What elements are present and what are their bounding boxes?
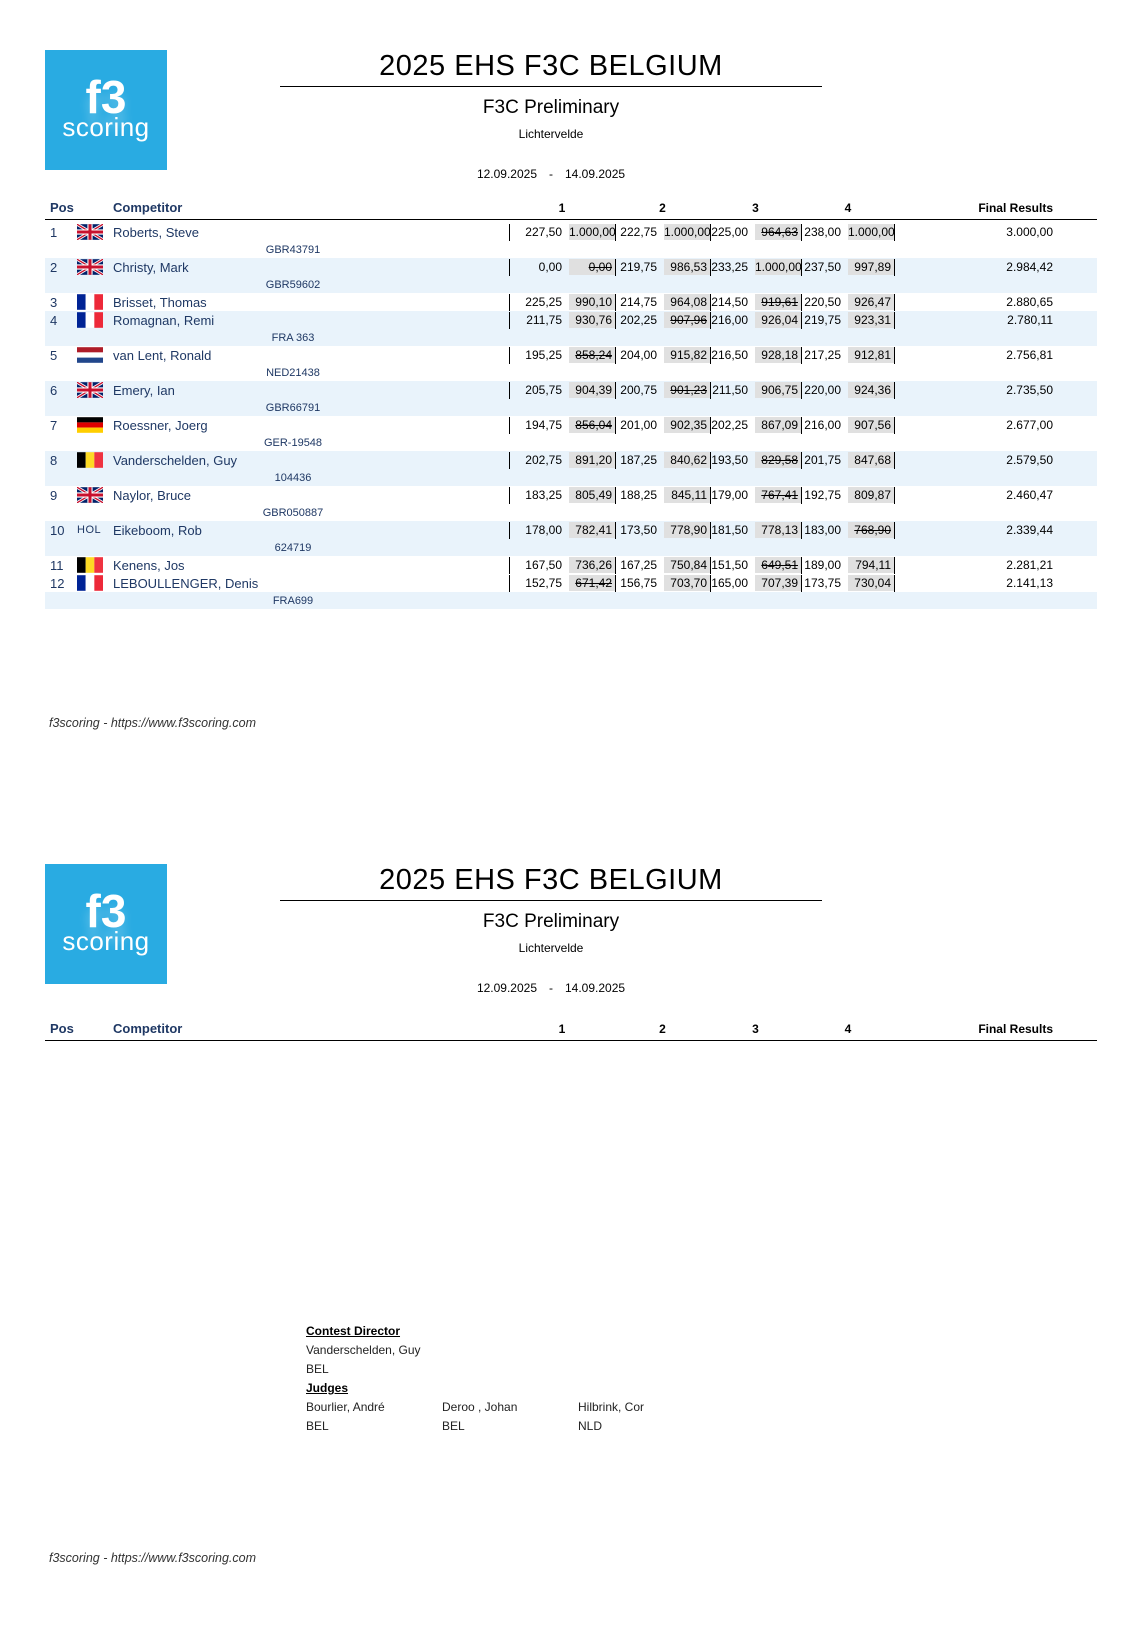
raw-score: 167,25: [620, 558, 657, 572]
flag-bel-icon: [77, 452, 103, 468]
normalized-score: 840,62: [664, 452, 710, 468]
normalized-score-dropped: 964,63: [755, 224, 801, 240]
flag-ned-icon: [77, 347, 103, 363]
normalized-score-dropped: 671,42: [569, 575, 615, 591]
result-row: [45, 521, 1097, 539]
normalized-score-dropped: 858,24: [569, 347, 615, 363]
competitor-id: NED21438: [266, 366, 320, 379]
raw-score: 181,50: [711, 523, 748, 537]
footer-link: f3scoring - https://www.f3scoring.com: [49, 716, 257, 730]
round-4-scores: [801, 294, 895, 311]
round-subtitle: F3C Preliminary: [482, 97, 620, 118]
competitor-id-row: [45, 329, 1097, 346]
round-3-scores: [710, 312, 801, 329]
normalized-score: 703,70: [664, 575, 710, 591]
logo-scoring-text: scoring: [62, 926, 150, 957]
result-row: [45, 223, 1097, 241]
raw-score: 156,75: [620, 576, 657, 590]
table-column-header: [45, 200, 1097, 215]
round-2-scores: [615, 417, 710, 434]
normalized-score: 926,04: [755, 312, 801, 328]
raw-score: 237,50: [804, 260, 841, 274]
round-2-scores: [615, 294, 710, 311]
competitor-name: Romagnan, Remi: [113, 312, 215, 328]
competitor-id-row: [45, 434, 1097, 451]
competitor-id-row: [45, 364, 1097, 381]
final-result: 2.756,81: [1006, 348, 1053, 362]
f3scoring-logo: [45, 864, 167, 984]
round-1-scores: [509, 224, 615, 241]
position: 1: [50, 224, 58, 240]
normalized-score: 750,84: [664, 557, 710, 573]
raw-score: 173,75: [804, 576, 841, 590]
raw-score: 211,50: [712, 383, 748, 397]
final-result: 2.339,44: [1006, 523, 1053, 537]
round-4-scores: [801, 312, 895, 329]
normalized-score: 1.000,00: [664, 225, 711, 239]
competitor-name: Kenens, Jos: [113, 557, 185, 573]
final-result: 2.460,47: [1006, 488, 1053, 502]
position: 8: [50, 452, 58, 468]
event-dates: [280, 167, 822, 181]
column-competitor: Competitor: [113, 200, 183, 215]
raw-score: 200,75: [620, 383, 657, 397]
judges-countries-row: [306, 1417, 714, 1436]
normalized-score: 924,36: [848, 382, 894, 398]
competitor-name: Christy, Mark: [113, 259, 189, 275]
raw-score: 173,50: [620, 523, 657, 537]
position: 9: [50, 487, 58, 503]
normalized-score-dropped: 907,96: [664, 312, 710, 328]
position: 5: [50, 347, 58, 363]
final-result: 3.000,00: [1006, 225, 1053, 239]
raw-score: 205,75: [525, 383, 562, 397]
normalized-score: 906,75: [755, 382, 801, 398]
competitor-id: GBR59602: [265, 278, 321, 291]
event-location: Lichtervelde: [518, 127, 584, 141]
flag-gbr-icon: [77, 487, 103, 503]
raw-score: 217,25: [804, 348, 841, 362]
flag-hol-label: HOL: [77, 524, 102, 536]
round-4-scores: [801, 259, 895, 276]
competitor-id: FRA 363: [271, 331, 315, 344]
final-result: 2.281,21: [1006, 558, 1053, 572]
competitor-id: 624719: [274, 541, 312, 554]
page-header: [280, 864, 822, 995]
flag-fra-icon: [77, 575, 103, 591]
date-to: 14.09.2025: [565, 167, 626, 181]
column-round-3: 3: [752, 1021, 759, 1036]
judge-country: NLD: [578, 1419, 603, 1433]
raw-score: 167,50: [525, 558, 562, 572]
column-round-1: 1: [558, 1021, 566, 1036]
round-3-scores: [710, 575, 801, 592]
competitor-id-row: [45, 539, 1097, 556]
date-from: 12.09.2025: [476, 167, 537, 181]
logo-f3-text: f3: [85, 70, 127, 123]
normalized-score: 778,13: [755, 522, 801, 538]
table-header-divider: [45, 1040, 1097, 1041]
round-4-scores: [801, 557, 895, 574]
raw-score: 195,25: [525, 348, 562, 362]
normalized-score: 707,39: [755, 575, 801, 591]
contest-director-label: Contest Director: [306, 1324, 401, 1338]
normalized-score: 867,09: [755, 417, 801, 433]
normalized-score: 912,81: [848, 347, 894, 363]
normalized-score: 794,11: [848, 557, 894, 573]
round-2-scores: [615, 259, 710, 276]
column-round-3: 3: [752, 200, 759, 215]
raw-score: 219,75: [620, 260, 657, 274]
round-4-scores: [801, 347, 895, 364]
result-row: [45, 556, 1097, 574]
final-result: 2.141,13: [1006, 576, 1053, 590]
contest-director-country: BEL: [306, 1362, 329, 1376]
round-4-scores: [801, 417, 895, 434]
flag-gbr-icon: [77, 382, 103, 398]
round-2-scores: [615, 382, 710, 399]
competitor-id-row: [45, 469, 1097, 486]
round-1-scores: [509, 312, 615, 329]
raw-score: 225,00: [711, 225, 748, 239]
normalized-score-dropped: 901,23: [664, 382, 710, 398]
judge-country: BEL: [306, 1419, 329, 1433]
raw-score: 214,75: [620, 295, 657, 309]
raw-score: 202,75: [525, 453, 562, 467]
round-2-scores: [615, 487, 710, 504]
round-1-scores: [509, 487, 615, 504]
position: 4: [50, 312, 58, 328]
competitor-id-row: [45, 592, 1097, 609]
raw-score: 222,75: [620, 225, 657, 239]
normalized-score: 986,53: [664, 259, 710, 275]
f3scoring-logo: [45, 50, 167, 170]
raw-score: 193,50: [711, 453, 748, 467]
raw-score: 202,25: [711, 418, 748, 432]
result-row: [45, 574, 1097, 592]
round-4-scores: [801, 382, 895, 399]
competitor-id: GBR43791: [265, 243, 321, 256]
normalized-score: 805,49: [569, 487, 615, 503]
raw-score: 204,00: [620, 348, 657, 362]
title-divider: [280, 86, 822, 87]
round-1-scores: [509, 347, 615, 364]
round-1-scores: [509, 522, 615, 539]
normalized-score-dropped: 768,90: [848, 522, 894, 538]
flag-gbr-icon: [77, 224, 103, 240]
event-title: 2025 EHS F3C BELGIUM: [379, 864, 723, 896]
position: 11: [50, 557, 64, 573]
column-round-2: 2: [659, 1021, 666, 1036]
event-title: 2025 EHS F3C BELGIUM: [379, 50, 723, 82]
raw-score: 238,00: [804, 225, 841, 239]
normalized-score: 964,08: [664, 294, 710, 310]
flag-fra-icon: [77, 312, 103, 328]
competitor-name: Eikeboom, Rob: [113, 522, 202, 538]
round-2-scores: [615, 575, 710, 592]
round-4-scores: [801, 452, 895, 469]
competitor-name: Vanderschelden, Guy: [113, 452, 238, 468]
raw-score: 189,00: [804, 558, 841, 572]
date-from: 12.09.2025: [476, 981, 537, 995]
position: 7: [50, 417, 58, 433]
page-header: [280, 50, 822, 181]
normalized-score: 928,18: [755, 347, 801, 363]
round-4-scores: [801, 224, 895, 241]
event-dates: [280, 981, 822, 995]
event-location: Lichtervelde: [518, 941, 584, 955]
raw-score: 227,50: [525, 225, 562, 239]
flag-cell: [77, 259, 113, 275]
result-row: [45, 293, 1097, 311]
round-2-scores: [615, 452, 710, 469]
raw-score: 188,25: [620, 488, 657, 502]
normalized-score: 1.000,00: [755, 260, 802, 274]
judge-country: BEL: [442, 1419, 465, 1433]
competitor-name: Emery, Ian: [113, 382, 175, 398]
flag-ger-icon: [77, 417, 103, 433]
raw-score: 202,25: [620, 313, 657, 327]
round-1-scores: [509, 452, 615, 469]
round-3-scores: [710, 487, 801, 504]
competitor-name: Roessner, Joerg: [113, 417, 208, 433]
position: 3: [50, 294, 58, 310]
normalized-score-dropped: 0,00: [569, 259, 615, 275]
raw-score: 151,50: [711, 558, 748, 572]
result-row: [45, 258, 1097, 276]
normalized-score: 730,04: [848, 575, 894, 591]
raw-score: 152,75: [525, 576, 562, 590]
raw-score: 194,75: [525, 418, 562, 432]
normalized-score-dropped: 919,61: [755, 294, 801, 310]
flag-cell: [77, 487, 113, 503]
position: 6: [50, 382, 58, 398]
result-row: [45, 416, 1097, 434]
position: 10: [50, 522, 65, 538]
competitor-id-row: [45, 241, 1097, 258]
round-3-scores: [710, 452, 801, 469]
competitor-id: GBR66791: [265, 401, 321, 414]
raw-score: 178,00: [525, 523, 562, 537]
normalized-score: 930,76: [569, 312, 615, 328]
normalized-score: 990,10: [569, 294, 615, 310]
raw-score: 192,75: [804, 488, 841, 502]
raw-score: 216,50: [711, 348, 748, 362]
column-pos: Pos: [50, 200, 74, 215]
flag-gbr-icon: [77, 259, 103, 275]
normalized-score: 904,39: [569, 382, 615, 398]
round-3-scores: [710, 557, 801, 574]
table-column-header: [45, 1021, 1097, 1036]
round-3-scores: [710, 259, 801, 276]
round-3-scores: [710, 417, 801, 434]
round-4-scores: [801, 575, 895, 592]
raw-score: 220,00: [804, 383, 841, 397]
raw-score: 219,75: [804, 313, 841, 327]
raw-score: 233,25: [711, 260, 748, 274]
competitor-name: Roberts, Steve: [113, 224, 199, 240]
normalized-score: 902,35: [664, 417, 710, 433]
normalized-score: 1.000,00: [569, 225, 616, 239]
round-3-scores: [710, 382, 801, 399]
raw-score: 201,75: [804, 453, 841, 467]
raw-score: 183,00: [804, 523, 841, 537]
judge-name: Bourlier, André: [306, 1400, 385, 1414]
column-pos: Pos: [50, 1021, 74, 1036]
round-3-scores: [710, 522, 801, 539]
raw-score: 0,00: [538, 260, 562, 274]
raw-score: 165,00: [711, 576, 748, 590]
round-4-scores: [801, 487, 895, 504]
round-2-scores: [615, 347, 710, 364]
round-1-scores: [509, 417, 615, 434]
round-4-scores: [801, 522, 895, 539]
final-result: 2.735,50: [1006, 383, 1053, 397]
judges-names-row: [306, 1398, 714, 1417]
judge-name: Hilbrink, Cor: [578, 1400, 645, 1414]
round-3-scores: [710, 347, 801, 364]
logo-scoring-text: scoring: [62, 112, 150, 143]
raw-score: 220,50: [804, 295, 841, 309]
result-row: [45, 381, 1097, 399]
round-1-scores: [509, 294, 615, 311]
result-row: [45, 451, 1097, 469]
raw-score: 216,00: [711, 313, 748, 327]
competitor-id: GER-19548: [263, 436, 323, 449]
normalized-score: 809,87: [848, 487, 894, 503]
final-result: 2.677,00: [1006, 418, 1053, 432]
flag-cell: [77, 557, 113, 573]
flag-cell: [77, 417, 113, 433]
competitor-id-row: [45, 399, 1097, 416]
normalized-score: 926,47: [848, 294, 894, 310]
results-table-body: [45, 223, 1097, 609]
flag-cell: [77, 452, 113, 468]
normalized-score-dropped: 829,58: [755, 452, 801, 468]
normalized-score: 907,56: [848, 417, 894, 433]
officials-block: [306, 1322, 714, 1436]
raw-score: 201,00: [620, 418, 657, 432]
raw-score: 225,25: [525, 295, 562, 309]
competitor-id-row: [45, 276, 1097, 293]
table-header-divider: [45, 219, 1097, 220]
column-round-2: 2: [659, 200, 666, 215]
round-3-scores: [710, 224, 801, 241]
flag-cell: [77, 347, 113, 363]
flag-cell: [77, 575, 113, 591]
normalized-score: 845,11: [664, 487, 710, 503]
column-final-results: Final Results: [978, 1021, 1053, 1036]
normalized-score: 847,68: [848, 452, 894, 468]
raw-score: 211,75: [526, 313, 562, 327]
flag-cell: [77, 382, 113, 398]
flag-cell: [77, 294, 113, 310]
date-to: 14.09.2025: [565, 981, 626, 995]
round-1-scores: [509, 557, 615, 574]
logo-f3-text: f3: [85, 884, 127, 937]
competitor-name: Naylor, Bruce: [113, 487, 192, 503]
normalized-score: 782,41: [569, 522, 615, 538]
normalized-score-dropped: 856,04: [569, 417, 615, 433]
final-result: 2.880,65: [1006, 295, 1053, 309]
flag-cell: [77, 524, 113, 536]
column-final-results: Final Results: [978, 200, 1053, 215]
round-3-scores: [710, 294, 801, 311]
contest-director-name: Vanderschelden, Guy: [306, 1343, 421, 1357]
final-result: 2.780,11: [1007, 313, 1053, 327]
column-round-4: 4: [844, 1021, 852, 1036]
final-result: 2.984,42: [1006, 260, 1053, 274]
raw-score: 214,50: [711, 295, 748, 309]
position: 2: [50, 259, 58, 275]
normalized-score: 891,20: [569, 452, 615, 468]
normalized-score: 915,82: [664, 347, 710, 363]
flag-cell: [77, 224, 113, 240]
raw-score: 187,25: [620, 453, 657, 467]
flag-bel-icon: [77, 557, 103, 573]
competitor-name: van Lent, Ronald: [113, 347, 212, 363]
competitor-id: GBR050887: [262, 506, 324, 519]
round-2-scores: [615, 312, 710, 329]
title-divider: [280, 900, 822, 901]
normalized-score-dropped: 767,41: [755, 487, 801, 503]
normalized-score: 1.000,00: [848, 225, 895, 239]
normalized-score: 923,31: [848, 312, 894, 328]
competitor-id-row: [45, 504, 1097, 521]
normalized-score-dropped: 649,51: [755, 557, 801, 573]
result-row: [45, 311, 1097, 329]
footer-link: f3scoring - https://www.f3scoring.com: [49, 1551, 257, 1565]
competitor-name: Brisset, Thomas: [113, 294, 207, 310]
round-1-scores: [509, 382, 615, 399]
raw-score: 179,00: [711, 488, 748, 502]
position: 12: [50, 575, 65, 591]
competitor-name: LEBOULLENGER, Denis: [113, 575, 259, 591]
round-subtitle: F3C Preliminary: [482, 911, 620, 932]
round-1-scores: [509, 259, 615, 276]
result-row: [45, 346, 1097, 364]
round-2-scores: [615, 557, 710, 574]
competitor-id: FRA699: [272, 594, 314, 607]
judges-label: Judges: [306, 1381, 349, 1395]
round-2-scores: [615, 224, 710, 241]
raw-score: 216,00: [804, 418, 841, 432]
final-result: 2.579,50: [1006, 453, 1053, 467]
round-1-scores: [509, 575, 615, 592]
date-separator: -: [549, 167, 553, 181]
flag-fra-icon: [77, 294, 103, 310]
normalized-score: 736,26: [569, 557, 615, 573]
raw-score: 183,25: [525, 488, 562, 502]
normalized-score: 778,90: [664, 522, 710, 538]
competitor-id: 104436: [274, 471, 312, 484]
flag-cell: [77, 312, 113, 328]
normalized-score: 997,89: [848, 259, 894, 275]
round-2-scores: [615, 522, 710, 539]
result-row: [45, 486, 1097, 504]
column-round-1: 1: [558, 200, 566, 215]
column-competitor: Competitor: [113, 1021, 183, 1036]
date-separator: -: [549, 981, 553, 995]
judge-name: Deroo , Johan: [442, 1400, 518, 1414]
results-page-2: [0, 814, 1142, 1627]
column-round-4: 4: [844, 200, 852, 215]
